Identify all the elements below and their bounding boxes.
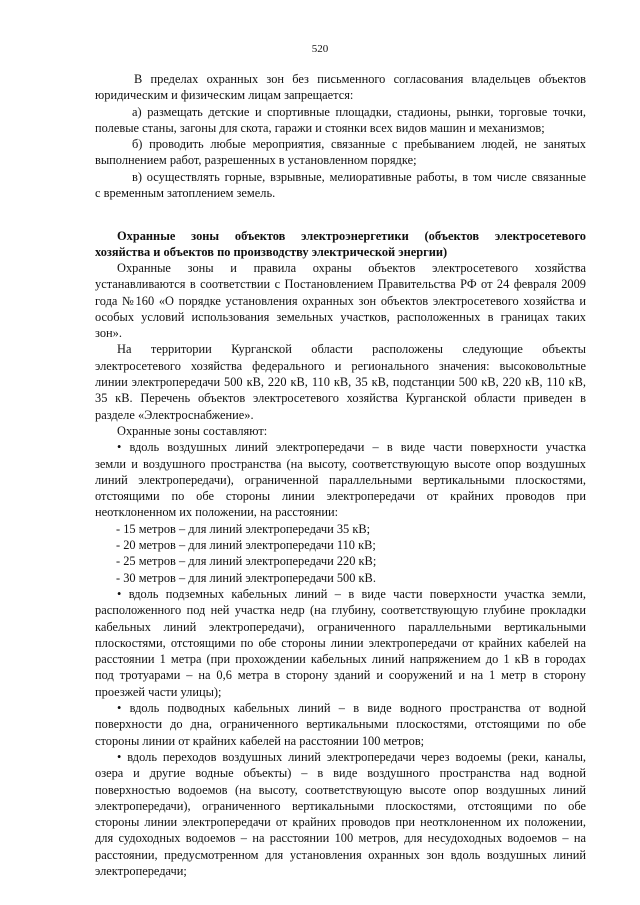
text-line: электропередачи; [95,863,187,878]
text-line: отстоящими по обе стороны линии электропередачи от крайних проводов при [95,489,586,504]
page-number: 520 [311,43,329,55]
text-line: поверхности до дна, ограниченного вертикальными плоскостями, отстоящими по обе [95,717,586,732]
text-line: кабельных линий электропередачи), ограниченного параллельными вертикальными [95,619,586,634]
text-line: юридическим и физическим лицам запрещается: [95,88,354,103]
text-line: полевые станы, загоны для скота, гаражи и стоянки всех видов машин и механизмов; [95,120,545,135]
list-item: - 30 метров – для линий электропередачи 500 кВ. [116,570,376,585]
text-line: проезжей части улицы); [95,684,222,699]
text-line: расстоянии, предусмотренном для установления охранных зон вдоль воздушных линий [95,847,586,862]
text-line: На территории Курганской области расположены следующие объекты [117,342,586,357]
text-line: озера и другие водные объекты) – в виде воздушного пространства над водной [95,766,586,781]
text-line: стороны линии электропередачи от крайних проводов при неотклоненном их положении, [95,815,586,830]
heading-line: хозяйства и объектов по производству электрической энергии) [95,245,448,260]
text-line: для судоходных водоемов – на расстоянии 100 метров, для несудоходных водоемов – на [95,831,586,846]
text-line: в) осуществлять горные, взрывные, мелиоративные работы, в том числе связанные [132,169,586,184]
text-line: устанавливаются в соответствии с Постановлением Правительства РФ от 24 февраля 2009 [95,277,586,292]
text-line: б) проводить любые мероприятия, связанные с пребыванием людей, не занятых [132,137,586,152]
text-line: под тротуарами – на 0,6 метра в сторону зданий и сооружений и на 1 метр в сторону [95,668,586,683]
list-item: • вдоль подводных кабельных линий – в виде водного пространства от водной [117,701,586,716]
text-line: Охранные зоны и правила охраны объектов электросетевого хозяйства [117,261,586,275]
heading-line: Охранные зоны объектов электроэнергетики (объектов электросетевого [117,229,586,243]
list-item: - 15 метров – для линий электропередачи 35 кВ; [116,521,371,536]
text-line: а) размещать детские и спортивные площадки, стадионы, рынки, торговые точки, [132,104,586,119]
text-line: земли и воздушного пространства (на высоту, соответствующую высоте опор воздушных [95,456,586,471]
text-line: расстоянии 1 метра (при прохождении кабельных линий напряжением до 1 кВ в городах [95,652,586,667]
list-item: • вдоль переходов воздушных линий электропередачи через водоемы (реки, каналы, [117,749,586,764]
text-line: поверхностью водоемов (на высоту, соответствующую высоте опор воздушных линий [95,782,586,797]
text-line: года №160 «О порядке установления охранных зон объектов электросетевого хозяйства и [95,293,586,308]
text-line: Охранные зоны составляют: [117,423,268,438]
list-item: • вдоль подземных кабельных линий – в виде части поверхности участка земли, [117,586,586,601]
text-line: с временным затоплением земель. [95,186,276,201]
text-line: особых условий использования земельных участков, расположенных в границах таких [95,309,586,324]
text-line: зон». [95,326,122,341]
text-line: электросетевого хозяйства федерального и регионального значения: высоковольтные [95,358,586,373]
restrictions-section [95,71,586,201]
protection-zones-section [95,260,586,879]
text-line: стороны линии от крайних кабелей на расстоянии 100 метров; [95,733,425,748]
list-item: - 25 метров – для линий электропередачи 220 кВ; [116,554,377,569]
list-item: • вдоль воздушных линий электропередачи – в виде части поверхности участка [117,440,586,455]
text-line: 35 кВ. Перечень объектов электросетевого хозяйства Курганской области приведен в [95,391,586,406]
text-line: В пределах охранных зон без письменного согласования владельцев объектов [134,72,586,86]
text-line: электропередачи), ограниченного вертикальными плоскостями, отстоящими по обе [95,798,586,813]
text-line: плоскостями, отстоящими по обе стороны линии электропередачи от крайних кабелей на [95,635,586,650]
text-line: расположенного под ней участка недр (на глубину, соответствующую глубине прокладки [95,603,586,618]
text-line: неотклоненном их положении, на расстоянии: [95,505,339,520]
text-line: линии электропередачи 500 кВ, 220 кВ, 110 кВ, 35 кВ, подстанции 500 кВ, 220 кВ, 110 кВ, [95,375,586,390]
text-line: разделе «Электроснабжение». [95,407,254,422]
list-item: - 20 метров – для линий электропередачи 110 кВ; [116,538,376,553]
text-line: линий электропередачи), ограниченной параллельными вертикальными плоскостями, [95,472,586,487]
text-line: выполнением работ, разрешенных в установленном порядке; [95,153,417,168]
section-heading [95,228,586,261]
